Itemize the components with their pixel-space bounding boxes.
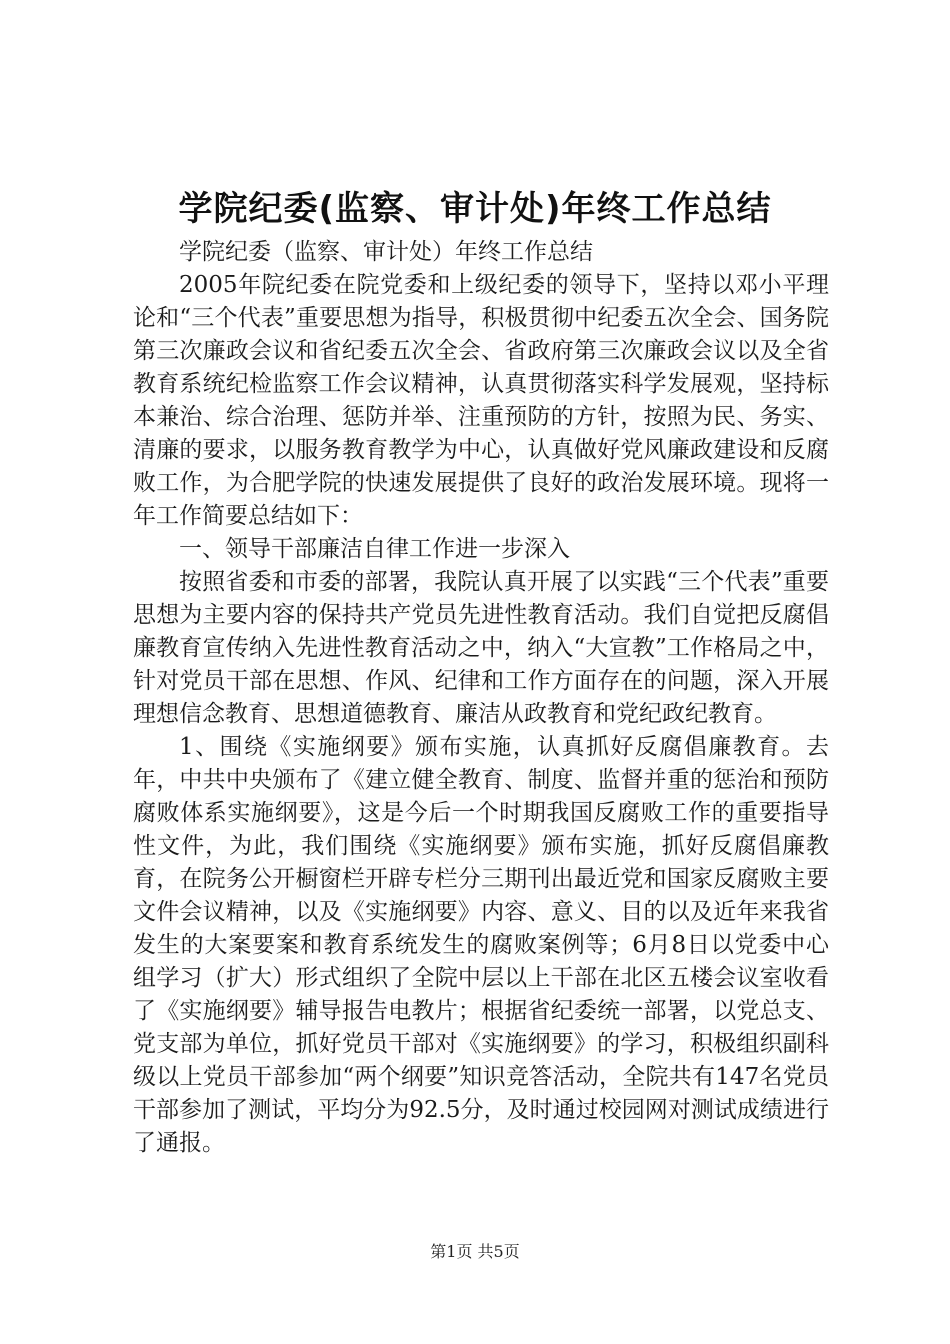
- document-title: 学院纪委(监察、审计处)年终工作总结: [178, 189, 772, 229]
- section-paragraph: 按照省委和市委的部署，我院认真开展了以实践“三个代表”重要思想为主要内容的保持共产党员先进性教育活动。我们自觉把反腐倡廉教育宣传纳入先进性教育活动之中，纳入“大宣教”工作格局之中，针对党员干部在思想、作风、纪律和工作方面存在的问题，深入开展理想信念教育、思想道德教育、廉洁从政教育和党纪政纪教育。: [133, 569, 829, 727]
- section-heading: 一、领导干部廉洁自律工作进一步深入: [179, 536, 570, 562]
- document-body: [133, 236, 829, 1160]
- item-paragraph: 1、围绕《实施纲要》颁布实施，认真抓好反腐倡廉教育。去年，中共中央颁布了《建立健全教育、制度、监督并重的惩治和预防腐败体系实施纲要》，这是今后一个时期我国反腐败工作的重要指导性文件，为此，我们围绕《实施纲要》颁布实施，抓好反腐倡廉教育，在院务公开橱窗栏开辟专栏分三期刊出最近党和国家反腐败主要文件会议精神，以及《实施纲要》内容、意义、目的以及近年来我省发生的大案要案和教育系统发生的腐败案例等；6月8日以党委中心组学习（扩大）形式组织了全院中层以上干部在北区五楼会议室收看了《实施纲要》辅导报告电教片；根据省纪委统一部署，以党总支、党支部为单位，抓好党员干部对《实施纲要》的学习，积极组织副科级以上党员干部参加“两个纲要”知识竞答活动，全院共有147名党员干部参加了测试，平均分为92.5分，及时通过校园网对测试成绩进行了通报。: [133, 734, 829, 1156]
- subtitle-paragraph: 学院纪委（监察、审计处）年终工作总结: [179, 239, 593, 265]
- page-number-footer: 第1页 共5页: [430, 1242, 520, 1261]
- intro-paragraph: 2005年院纪委在院党委和上级纪委的领导下，坚持以邓小平理论和“三个代表”重要思想为指导，积极贯彻中纪委五次全会、国务院第三次廉政会议和省纪委五次全会、省政府第三次廉政会议以及全省教育系统纪检监察工作会议精神，认真贯彻落实科学发展观，坚持标本兼治、综合治理、惩防并举、注重预防的方针，按照为民、务实、清廉的要求，以服务教育教学为中心，认真做好党风廉政建设和反腐败工作，为合肥学院的快速发展提供了良好的政治发展环境。现将一年工作简要总结如下：: [133, 272, 829, 529]
